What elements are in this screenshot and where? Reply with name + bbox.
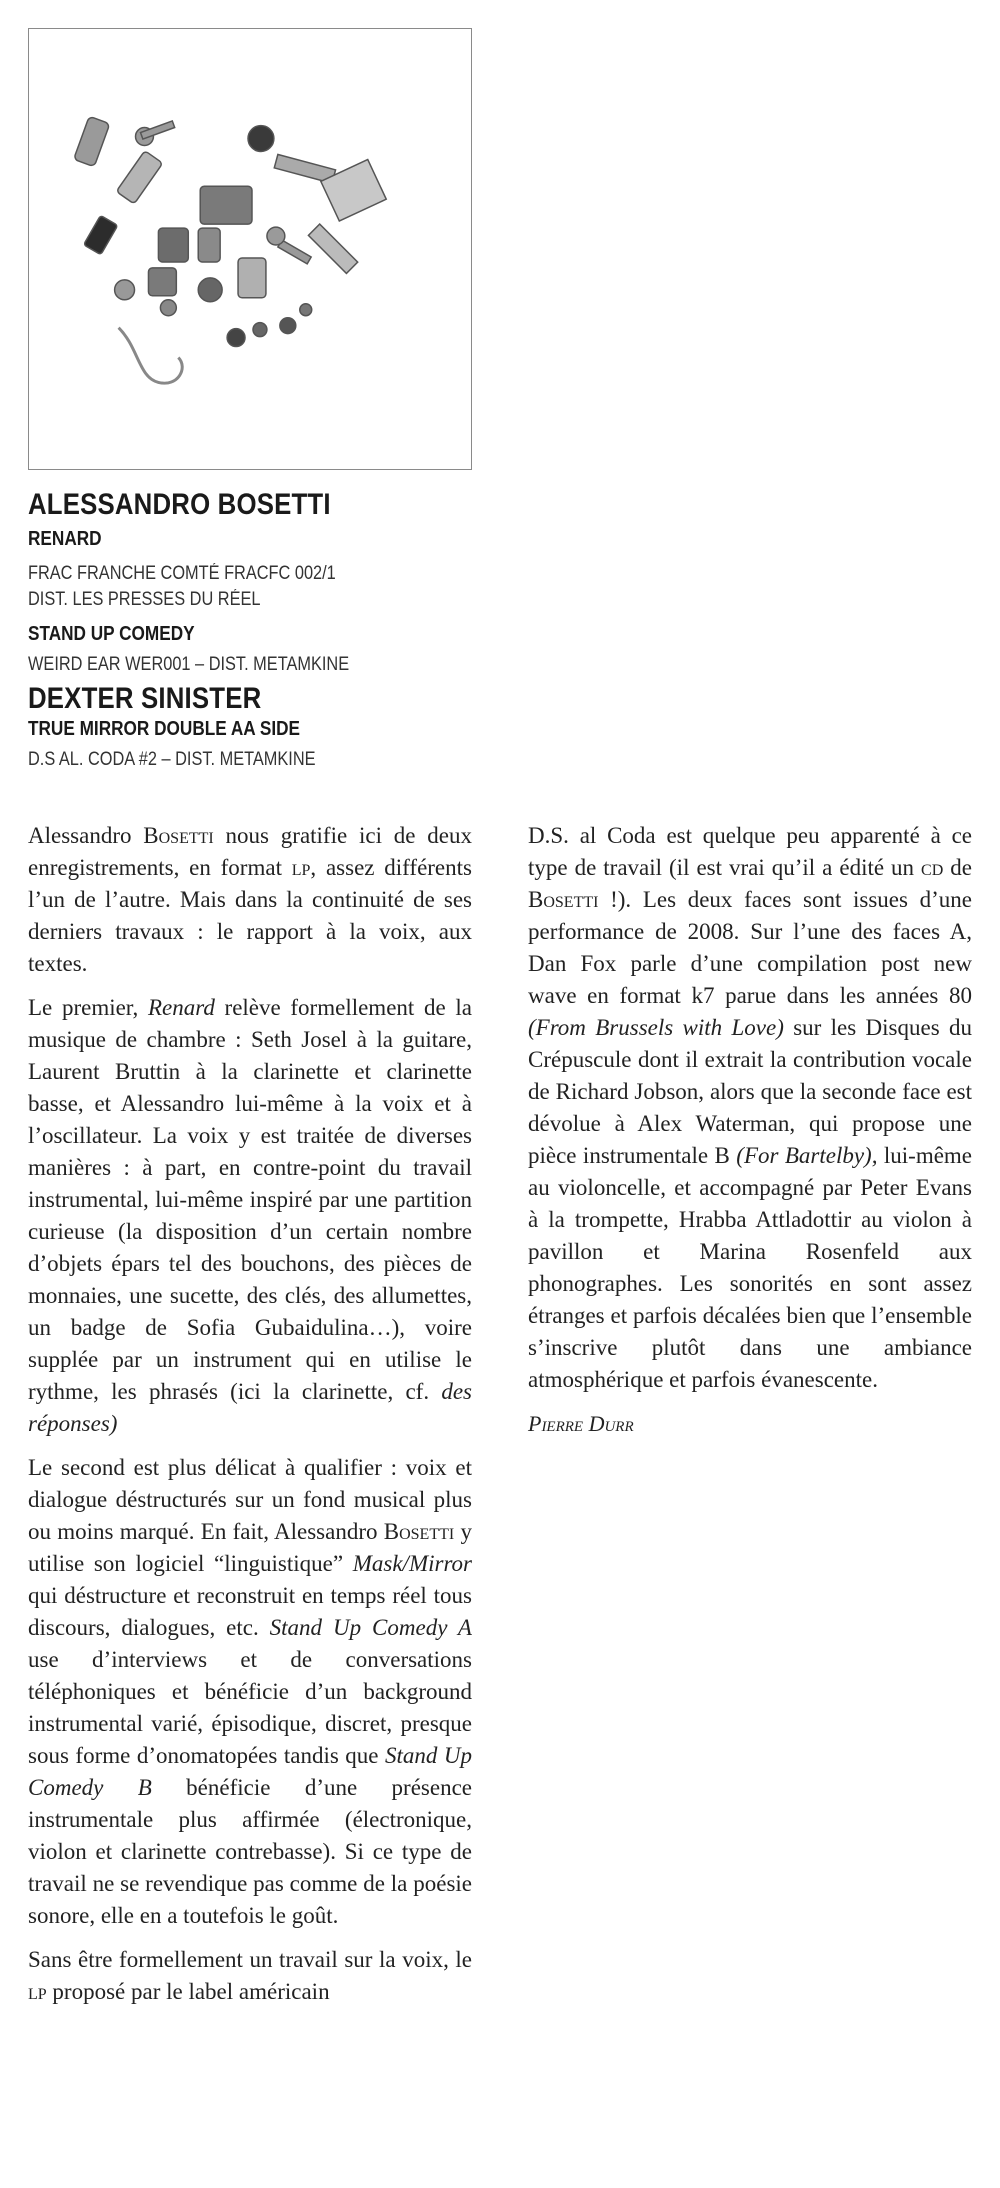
artist-name: ALESSANDRO BOSETTI [28,488,331,521]
artist-name: DEXTER SINISTER [28,682,262,715]
scattered-objects-illustration [29,29,471,469]
release-title: TRUE MIRROR DOUBLE AA SIDE [28,718,301,740]
paragraph: Alessandro Bosetti nous gratifie ici de deux enregistrements, en format lp, assez différents l’un de l’autre. Mais dans la continuité de ses derniers travaux : le rapport à la voix, aux textes. [28,823,472,976]
release-label-line: WEIRD EAR WER001 – DIST. METAMKINE [28,654,350,675]
release-title: STAND UP COMEDY [28,623,195,645]
paragraph: Sans être formellement un travail sur la voix, le lp proposé par le label américain [28,1947,472,2004]
article-column-left [28,820,472,2020]
paragraph: Le second est plus délicat à qualifier : voix et dialogue déstructurés sur un fond musical plus ou moins marqué. En fait, Alessandro Bosetti y utilise son logiciel “linguistique” Mask/Mirror qui déstructure et reconstruit en temps réel tous discours, dialogues, etc. Stand Up Comedy A use d’interviews et de conversations téléphoniques et bénéficie d’un background instrumental varié, épisodique, discret, presque sous forme d’onomatopées tandis que Stand Up Comedy B bénéficie d’une présence instrumentale plus affirmée (électronique, violon et clarinette contrebasse). Si ce type de travail ne se revendique pas comme de la poésie sonore, elle en a toutefois le goût. [28,1455,473,1928]
article-column-right [528,820,972,1452]
release-title: RENARD [28,528,102,550]
author-signature: Pierre Durr [528,1411,634,1436]
paragraph: D.S. al Coda est quelque peu apparenté à ce type de travail (il est vrai qu’il a édité un cd de Bosetti !). Les deux faces sont issues d’une performance de 2008. Sur l’une des faces A, Dan Fox parle d’une compilation post new wave en format k7 parue dans les années 80 (From Brussels with Love) sur les Disques du Crépuscule dont il extrait la contribution vocale de Richard Jobson, alors que la seconde face est dévolue à Alex Waterman, qui propose une pièce instrumentale B (For Bartelby), lui-même au violoncelle, et accompagné par Peter Evans à la trompette, Hrabba Attladottir au violon à pavillon et Marina Rosenfeld aux phonographes. Les sonorités en sont assez étranges et parfois décalées bien que l’ensemble s’inscrive plutôt dans une ambiance atmosphérique et parfois évanescente. [528,823,973,1392]
release-label-line: FRAC FRANCHE COMTÉ FRACFC 002/1 [28,563,336,584]
paragraph: Le premier, Renard relève formellement de la musique de chambre : Seth Josel à la guitare, Laurent Bruttin à la clarinette et clarinette basse, et Alessandro lui-même à la voix et à l’oscillateur. La voix y est traitée de diverses manières : à part, en contre-point du travail instrumental, lui-même inspiré par une partition curieuse (la disposition d’un certain nombre d’objets épars tel des bouchons, des pièces de monnaies, une sucette, des clés, des allumettes, un badge de Sofia Gubaidulina…), voire supplée par un instrument qui en utilise le rythme, les phrasés (ici la clarinette, cf. des réponses) [28,995,472,1436]
album-cover-image [28,28,472,470]
release-label-line: D.S AL. CODA #2 – DIST. METAMKINE [28,749,316,770]
release-distribution-line: DIST. LES PRESSES DU RÉEL [28,589,261,610]
release-info [28,488,488,773]
